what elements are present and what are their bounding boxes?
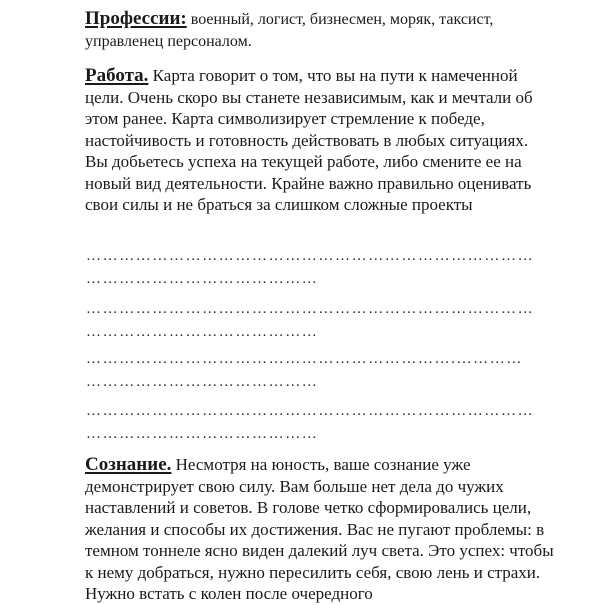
answer-line[interactable]: ………………………………………………………………………	[86, 403, 535, 419]
answer-line[interactable]: ………………………………………………………….…………	[86, 351, 523, 367]
professions-paragraph	[85, 8, 555, 52]
consciousness-section	[85, 454, 555, 605]
consciousness-heading: Сознание.	[85, 454, 172, 475]
work-paragraph	[85, 65, 555, 216]
professions-heading: Профессии:	[85, 8, 187, 29]
consciousness-paragraph	[85, 454, 555, 605]
answer-line[interactable]: ………………………………………………………………………	[86, 301, 535, 317]
answer-line[interactable]: ………………………………………………………………………	[86, 248, 535, 264]
professions-text: военный, логист, бизнесмен, моряк, таксист, управленец персоналом.	[85, 11, 494, 50]
work-heading: Работа.	[85, 65, 149, 86]
answer-line[interactable]: ……………………………………	[86, 271, 319, 287]
answer-line[interactable]: ……………………………………	[86, 426, 319, 442]
work-section	[85, 65, 555, 216]
consciousness-text: Несмотря на юность, ваше сознание уже демонстрирует свою силу. Вам больше нет дела до чужих наставлений и советов. В голове четко сформировались цели, желания и способы их достижения. Вас не пугают проблемы: в темном тоннеле ясно виден далекий луч света. Это успех: чтобы к нему добраться, нужно пересилить себя, свою лень и страхи. Нужно встать с колен после очередного	[85, 455, 554, 603]
answer-line[interactable]: ……………………………………	[86, 374, 319, 390]
professions-section	[85, 8, 555, 52]
work-text: Карта говорит о том, что вы на пути к намеченной цели. Очень скоро вы станете независимым, как и мечтали об этом ранее. Карта символизирует стремление к победе, настойчивость и готовность действовать в любых ситуациях. Вы добьетесь успеха на текущей работе, либо смените ее на новый вид деятельности. Крайне важно правильно оценивать свои силы и не браться за слишком сложные проекты	[85, 66, 533, 214]
answer-line[interactable]: ……………………………………	[86, 324, 319, 340]
